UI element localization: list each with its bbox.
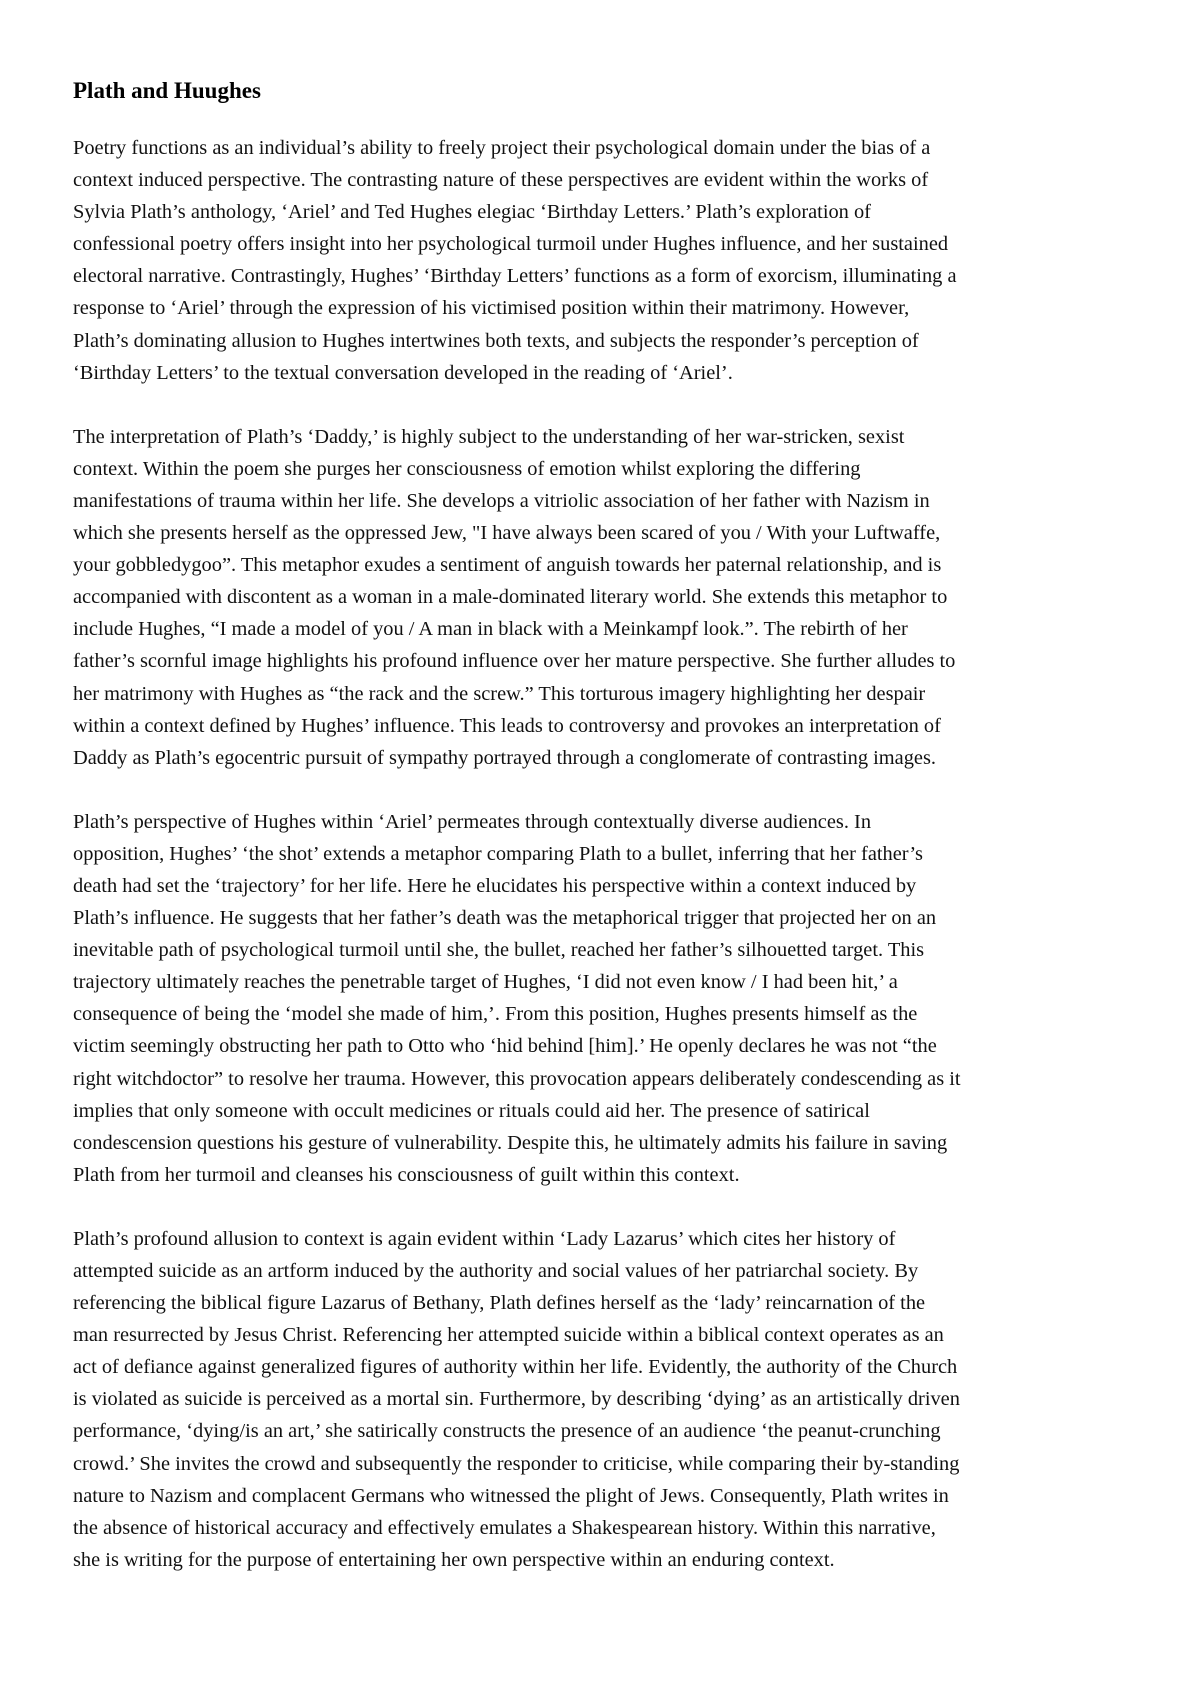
text-line: Plath’s influence. He suggests that her father’s death was the metaphorical trigger that projected her on an bbox=[73, 907, 937, 930]
text-line: father’s scornful image highlights his profound influence over her mature perspective. She further alludes to bbox=[73, 650, 956, 673]
text-line: confessional poetry offers insight into her psychological turmoil under Hughes influence, and her sustained bbox=[73, 233, 949, 256]
text-line: trajectory ultimately reaches the penetrable target of Hughes, ‘I did not even know / I had been hit,’ a bbox=[73, 971, 898, 994]
text-line: context. Within the poem she purges her consciousness of emotion whilst exploring the differing bbox=[73, 457, 861, 480]
document-content bbox=[73, 76, 1135, 1608]
text-line: inevitable path of psychological turmoil until she, the bullet, reached her father’s silhouetted target. This bbox=[73, 939, 925, 962]
text-line: The interpretation of Plath’s ‘Daddy,’ is highly subject to the understanding of her war-stricken, sexist bbox=[73, 425, 905, 448]
text-line: act of defiance against generalized figures of authority within her life. Evidently, the authority of the Church bbox=[73, 1356, 958, 1379]
document-title: Plath and Huughes bbox=[73, 78, 261, 103]
text-line: she is writing for the purpose of entertaining her own perspective within an enduring context. bbox=[73, 1548, 835, 1571]
text-line: Daddy as Plath’s egocentric pursuit of sympathy portrayed through a conglomerate of contrasting images. bbox=[73, 746, 936, 769]
paragraph bbox=[73, 132, 1135, 389]
text-line: death had set the ‘trajectory’ for her life. Here he elucidates his perspective within a context induced by bbox=[73, 874, 917, 897]
text-line: manifestations of trauma within her life. She develops a vitriolic association of her father with Nazism in bbox=[73, 489, 930, 512]
text-line: accompanied with discontent as a woman in a male-dominated literary world. She extends this metaphor to bbox=[73, 586, 948, 609]
document-body bbox=[73, 132, 1135, 1576]
text-line: referencing the biblical figure Lazarus of Bethany, Plath defines herself as the ‘lady’ reincarnation of the bbox=[73, 1292, 926, 1315]
paragraph bbox=[73, 421, 1135, 774]
text-line: opposition, Hughes’ ‘the shot’ extends a metaphor comparing Plath to a bullet, inferring that her father’s bbox=[73, 842, 923, 865]
text-line: Poetry functions as an individual’s ability to freely project their psychological domain under the bias of a bbox=[73, 137, 931, 159]
text-line: your gobbledygoo”. This metaphor exudes a sentiment of anguish towards her paternal relationship, and is bbox=[73, 554, 942, 577]
paragraph bbox=[73, 1223, 1135, 1576]
text-line: include Hughes, “I made a model of you / A man in black with a Meinkampf look.”. The rebirth of her bbox=[73, 618, 908, 641]
text-line: right witchdoctor” to resolve her trauma. However, this provocation appears deliberately condescending as it bbox=[73, 1067, 961, 1090]
text-line: Plath from her turmoil and cleanses his consciousness of guilt within this context. bbox=[73, 1163, 740, 1186]
text-line: context induced perspective. The contrasting nature of these perspectives are evident within the works of bbox=[73, 169, 929, 192]
text-line: Sylvia Plath’s anthology, ‘Ariel’ and Ted Hughes elegiac ‘Birthday Letters.’ Plath’s exploration of bbox=[73, 201, 871, 224]
text-line: Plath’s perspective of Hughes within ‘Ariel’ permeates through contextually diverse audiences. In bbox=[73, 810, 872, 833]
text-line: the absence of historical accuracy and effectively emulates a Shakespearean history. Within this narrative, bbox=[73, 1516, 936, 1539]
text-line: ‘Birthday Letters’ to the textual conversation developed in the reading of ‘Ariel’. bbox=[73, 361, 733, 384]
text-line: is violated as suicide is perceived as a mortal sin. Furthermore, by describing ‘dying’ as an artistically driven bbox=[73, 1388, 960, 1411]
text-line: attempted suicide as an artform induced by the authority and social values of her patriarchal society. By bbox=[73, 1260, 919, 1282]
text-line: crowd.’ She invites the crowd and subsequently the responder to criticise, while comparing their by-standing bbox=[73, 1452, 960, 1475]
text-line: man resurrected by Jesus Christ. Referencing her attempted suicide within a biblical context operates as an bbox=[73, 1324, 944, 1347]
text-line: which she presents herself as the oppressed Jew, "I have always been scared of you / With your Luftwaffe, bbox=[73, 522, 941, 545]
text-line: Plath’s dominating allusion to Hughes intertwines both texts, and subjects the responder’s perception of bbox=[73, 329, 919, 352]
text-line: nature to Nazism and complacent Germans who witnessed the plight of Jews. Consequently, Plath writes in bbox=[73, 1484, 949, 1507]
paragraph bbox=[73, 806, 1135, 1191]
text-line: electoral narrative. Contrastingly, Hughes’ ‘Birthday Letters’ functions as a form of exorcism, illuminating a bbox=[73, 265, 957, 288]
text-line: victim seemingly obstructing her path to Otto who ‘hid behind [him].’ He openly declares he was not “the bbox=[73, 1035, 937, 1058]
text-line: within a context defined by Hughes’ influence. This leads to controversy and provokes an interpretation of bbox=[73, 714, 941, 737]
text-line: consequence of being the ‘model she made of him,’. From this position, Hughes presents himself as the bbox=[73, 1003, 918, 1026]
text-line: Plath’s profound allusion to context is again evident within ‘Lady Lazarus’ which cites her history of bbox=[73, 1227, 896, 1250]
text-line: response to ‘Ariel’ through the expression of his victimised position within their matrimony. However, bbox=[73, 297, 910, 320]
text-line: performance, ‘dying/is an art,’ she satirically constructs the presence of an audience ‘the peanut-crunching bbox=[73, 1420, 941, 1443]
text-line: implies that only someone with occult medicines or rituals could aid her. The presence of satirical bbox=[73, 1099, 870, 1122]
text-line: her matrimony with Hughes as “the rack and the screw.” This torturous imagery highlighting her despair bbox=[73, 682, 926, 705]
text-line: condescension questions his gesture of vulnerability. Despite this, he ultimately admits his failure in saving bbox=[73, 1131, 948, 1154]
